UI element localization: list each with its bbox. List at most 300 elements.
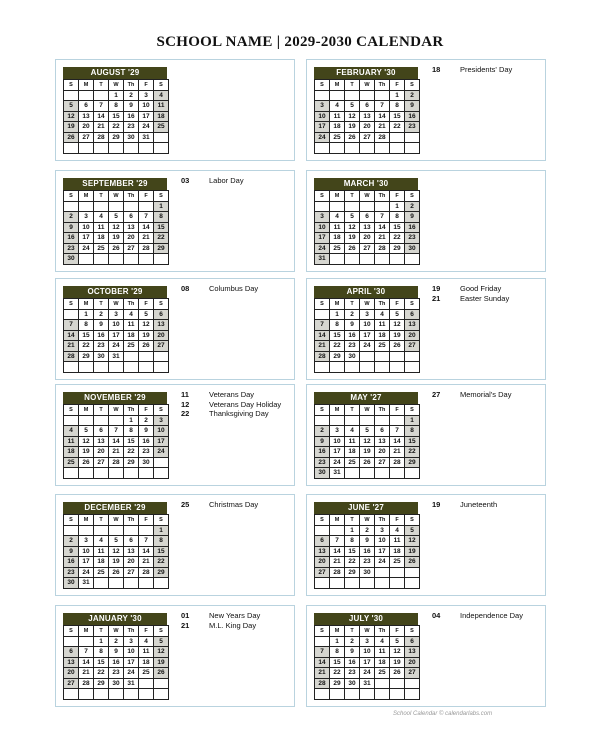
day-cell: 27 <box>79 133 94 144</box>
day-cell: 29 <box>154 568 169 579</box>
day-cell: 11 <box>345 437 360 448</box>
day-cell: 20 <box>79 122 94 133</box>
empty-cell <box>345 143 360 154</box>
day-cell: 25 <box>390 557 405 568</box>
empty-cell <box>390 468 405 479</box>
day-cell: 13 <box>375 437 390 448</box>
day-cell: 1 <box>154 526 169 537</box>
empty-cell <box>124 689 139 700</box>
weekday-header: S <box>154 515 169 526</box>
empty-cell <box>315 310 330 321</box>
day-cell: 12 <box>345 112 360 123</box>
empty-cell <box>124 362 139 373</box>
month-panel <box>55 278 295 380</box>
day-cell: 17 <box>315 122 330 133</box>
empty-cell <box>405 352 420 363</box>
day-cell: 13 <box>360 223 375 234</box>
day-cell: 26 <box>64 133 79 144</box>
day-cell: 24 <box>375 557 390 568</box>
empty-cell <box>64 202 79 213</box>
day-cell: 1 <box>79 310 94 321</box>
day-cell: 15 <box>390 112 405 123</box>
day-cell: 7 <box>94 101 109 112</box>
empty-cell <box>375 91 390 102</box>
day-cell: 20 <box>64 668 79 679</box>
month-panel <box>55 384 295 486</box>
day-cell: 8 <box>330 647 345 658</box>
day-cell: 13 <box>124 223 139 234</box>
empty-cell <box>390 143 405 154</box>
day-cell: 22 <box>330 668 345 679</box>
day-cell: 16 <box>109 658 124 669</box>
month-title: MARCH '30 <box>314 178 418 190</box>
month-grid <box>314 190 420 265</box>
day-cell: 27 <box>124 568 139 579</box>
weekday-header: S <box>64 191 79 202</box>
day-cell: 14 <box>109 437 124 448</box>
empty-cell <box>124 468 139 479</box>
month-panel <box>55 170 295 272</box>
day-cell: 11 <box>330 112 345 123</box>
empty-cell <box>360 91 375 102</box>
day-cell: 31 <box>360 679 375 690</box>
day-cell: 15 <box>154 547 169 558</box>
empty-cell <box>405 578 420 589</box>
day-cell: 6 <box>375 426 390 437</box>
day-cell: 11 <box>330 223 345 234</box>
day-cell: 14 <box>390 437 405 448</box>
day-cell: 16 <box>405 223 420 234</box>
day-cell: 30 <box>345 679 360 690</box>
empty-cell <box>109 526 124 537</box>
day-cell: 13 <box>124 547 139 558</box>
day-cell: 18 <box>375 331 390 342</box>
weekday-header: S <box>64 515 79 526</box>
day-cell: 25 <box>330 244 345 255</box>
day-cell: 23 <box>360 557 375 568</box>
day-cell: 2 <box>315 426 330 437</box>
event-date: 01 <box>181 611 190 620</box>
day-cell: 23 <box>315 458 330 469</box>
day-cell: 28 <box>94 133 109 144</box>
day-cell: 2 <box>109 637 124 648</box>
day-cell: 7 <box>64 320 79 331</box>
day-cell: 27 <box>360 133 375 144</box>
month-title: OCTOBER '29 <box>63 286 167 298</box>
mini-calendar <box>314 178 420 265</box>
mini-calendar <box>314 392 420 479</box>
empty-cell <box>360 416 375 427</box>
empty-cell <box>64 310 79 321</box>
day-cell: 28 <box>375 133 390 144</box>
weekday-header: T <box>345 626 360 637</box>
day-cell: 28 <box>315 352 330 363</box>
day-cell: 14 <box>79 658 94 669</box>
day-cell: 2 <box>360 526 375 537</box>
day-cell: 17 <box>79 233 94 244</box>
day-cell: 15 <box>330 331 345 342</box>
day-cell: 24 <box>79 568 94 579</box>
day-cell: 2 <box>405 91 420 102</box>
empty-cell <box>94 143 109 154</box>
day-cell: 6 <box>64 647 79 658</box>
event-date: 27 <box>432 390 441 399</box>
day-cell: 15 <box>330 658 345 669</box>
day-cell: 29 <box>390 244 405 255</box>
empty-cell <box>330 143 345 154</box>
day-cell: 4 <box>124 310 139 321</box>
day-cell: 26 <box>79 458 94 469</box>
weekday-header: M <box>330 299 345 310</box>
empty-cell <box>390 578 405 589</box>
event-date: 12 <box>181 399 190 409</box>
weekday-header: T <box>345 191 360 202</box>
day-cell: 19 <box>345 122 360 133</box>
day-cell: 15 <box>109 112 124 123</box>
weekday-header: S <box>405 626 420 637</box>
event-date: 04 <box>432 611 441 620</box>
footer-credit: School Calendar © calendarlabs.com <box>393 711 493 717</box>
day-cell: 25 <box>154 122 169 133</box>
event-item <box>179 621 291 631</box>
page-title: SCHOOL NAME | 2029-2030 CALENDAR <box>156 34 444 50</box>
day-cell: 30 <box>94 352 109 363</box>
event-name: New Years Day <box>209 611 261 620</box>
month-panel <box>306 278 546 380</box>
day-cell: 3 <box>315 101 330 112</box>
day-cell: 10 <box>79 547 94 558</box>
empty-cell <box>109 578 124 589</box>
day-cell: 4 <box>94 212 109 223</box>
day-cell: 22 <box>109 122 124 133</box>
day-cell: 11 <box>64 437 79 448</box>
weekday-header: Th <box>124 405 139 416</box>
day-cell: 14 <box>94 112 109 123</box>
empty-cell <box>139 578 154 589</box>
day-cell: 13 <box>154 320 169 331</box>
day-cell: 15 <box>345 547 360 558</box>
day-cell: 8 <box>405 426 420 437</box>
weekday-header: W <box>360 299 375 310</box>
day-cell: 29 <box>330 352 345 363</box>
empty-cell <box>390 416 405 427</box>
empty-cell <box>79 202 94 213</box>
day-cell: 13 <box>405 320 420 331</box>
day-cell: 20 <box>375 447 390 458</box>
day-cell: 22 <box>154 233 169 244</box>
empty-cell <box>64 468 79 479</box>
day-cell: 12 <box>390 647 405 658</box>
weekday-header: M <box>330 405 345 416</box>
weekday-header: T <box>94 299 109 310</box>
empty-cell <box>360 352 375 363</box>
day-cell: 21 <box>315 668 330 679</box>
day-cell: 25 <box>375 668 390 679</box>
empty-cell <box>405 133 420 144</box>
empty-cell <box>360 689 375 700</box>
day-cell: 21 <box>139 557 154 568</box>
event-name: Thanksgiving Day <box>209 409 269 418</box>
day-cell: 5 <box>345 101 360 112</box>
day-cell: 8 <box>154 212 169 223</box>
day-cell: 4 <box>94 536 109 547</box>
day-cell: 24 <box>109 341 124 352</box>
day-cell: 20 <box>360 233 375 244</box>
empty-cell <box>64 526 79 537</box>
day-cell: 3 <box>330 426 345 437</box>
day-cell: 7 <box>375 212 390 223</box>
day-cell: 24 <box>315 133 330 144</box>
day-cell: 4 <box>330 101 345 112</box>
day-cell: 23 <box>405 122 420 133</box>
day-cell: 28 <box>109 458 124 469</box>
empty-cell <box>405 143 420 154</box>
day-cell: 15 <box>79 331 94 342</box>
weekday-header: Th <box>375 515 390 526</box>
day-cell: 11 <box>124 320 139 331</box>
day-cell: 5 <box>109 212 124 223</box>
day-cell: 1 <box>390 91 405 102</box>
day-cell: 17 <box>154 437 169 448</box>
empty-cell <box>405 568 420 579</box>
day-cell: 24 <box>139 122 154 133</box>
day-cell: 17 <box>139 112 154 123</box>
month-grid <box>63 298 169 373</box>
day-cell: 18 <box>330 233 345 244</box>
empty-cell <box>109 689 124 700</box>
day-cell: 17 <box>124 658 139 669</box>
day-cell: 22 <box>154 557 169 568</box>
day-cell: 21 <box>94 122 109 133</box>
event-name: Veterans Day <box>209 390 255 399</box>
weekday-header: M <box>79 515 94 526</box>
day-cell: 7 <box>315 320 330 331</box>
day-cell: 2 <box>345 637 360 648</box>
day-cell: 27 <box>360 244 375 255</box>
mini-calendar <box>63 286 169 373</box>
day-cell: 18 <box>124 331 139 342</box>
event-date: 22 <box>181 409 190 418</box>
empty-cell <box>390 689 405 700</box>
day-cell: 1 <box>94 637 109 648</box>
events-list <box>430 390 542 400</box>
event-item <box>430 284 542 294</box>
day-cell: 16 <box>124 112 139 123</box>
day-cell: 28 <box>375 244 390 255</box>
empty-cell <box>330 362 345 373</box>
day-cell: 8 <box>330 320 345 331</box>
empty-cell <box>330 578 345 589</box>
mini-calendar <box>63 178 169 265</box>
day-cell: 16 <box>345 331 360 342</box>
month-grid <box>63 190 169 265</box>
day-cell: 26 <box>390 341 405 352</box>
empty-cell <box>375 679 390 690</box>
day-cell: 5 <box>345 212 360 223</box>
day-cell: 14 <box>375 223 390 234</box>
day-cell: 30 <box>124 133 139 144</box>
day-cell: 23 <box>345 668 360 679</box>
day-cell: 16 <box>345 658 360 669</box>
month-title: JULY '30 <box>314 613 418 625</box>
day-cell: 11 <box>375 647 390 658</box>
mini-calendar <box>314 67 420 154</box>
day-cell: 6 <box>94 426 109 437</box>
day-cell: 26 <box>109 568 124 579</box>
day-cell: 3 <box>124 637 139 648</box>
month-title: AUGUST '29 <box>63 67 167 79</box>
day-cell: 20 <box>405 658 420 669</box>
day-cell: 16 <box>315 447 330 458</box>
day-cell: 2 <box>124 91 139 102</box>
empty-cell <box>79 254 94 265</box>
weekday-header: S <box>154 191 169 202</box>
month-panel <box>55 494 295 596</box>
event-date: 03 <box>181 176 190 185</box>
month-grid <box>63 514 169 589</box>
empty-cell <box>64 416 79 427</box>
empty-cell <box>315 143 330 154</box>
empty-cell <box>79 468 94 479</box>
empty-cell <box>390 254 405 265</box>
day-cell: 21 <box>109 447 124 458</box>
month-title: JANUARY '30 <box>63 613 167 625</box>
weekday-header: W <box>360 405 375 416</box>
day-cell: 1 <box>124 416 139 427</box>
weekday-header: Th <box>375 626 390 637</box>
day-cell: 7 <box>330 536 345 547</box>
day-cell: 28 <box>139 568 154 579</box>
day-cell: 2 <box>94 310 109 321</box>
empty-cell <box>64 637 79 648</box>
empty-cell <box>79 91 94 102</box>
day-cell: 24 <box>360 668 375 679</box>
empty-cell <box>330 91 345 102</box>
weekday-header: W <box>109 405 124 416</box>
day-cell: 6 <box>315 536 330 547</box>
day-cell: 7 <box>139 536 154 547</box>
day-cell: 21 <box>79 668 94 679</box>
empty-cell <box>345 254 360 265</box>
day-cell: 31 <box>330 468 345 479</box>
day-cell: 23 <box>139 447 154 458</box>
empty-cell <box>64 143 79 154</box>
day-cell: 29 <box>109 133 124 144</box>
day-cell: 1 <box>405 416 420 427</box>
month-panel <box>306 170 546 272</box>
day-cell: 2 <box>345 310 360 321</box>
day-cell: 27 <box>405 668 420 679</box>
day-cell: 20 <box>124 557 139 568</box>
event-item <box>179 611 291 621</box>
day-cell: 10 <box>330 437 345 448</box>
weekday-header: F <box>139 515 154 526</box>
empty-cell <box>64 362 79 373</box>
day-cell: 12 <box>139 320 154 331</box>
day-cell: 9 <box>405 212 420 223</box>
day-cell: 13 <box>64 658 79 669</box>
day-cell: 18 <box>330 122 345 133</box>
day-cell: 24 <box>124 668 139 679</box>
day-cell: 24 <box>330 458 345 469</box>
empty-cell <box>109 416 124 427</box>
event-date: 21 <box>181 620 190 630</box>
day-cell: 17 <box>109 331 124 342</box>
empty-cell <box>124 202 139 213</box>
weekday-header: S <box>154 299 169 310</box>
day-cell: 19 <box>109 233 124 244</box>
day-cell: 29 <box>330 679 345 690</box>
weekday-header: S <box>64 626 79 637</box>
day-cell: 28 <box>330 568 345 579</box>
day-cell: 19 <box>79 447 94 458</box>
day-cell: 28 <box>64 352 79 363</box>
empty-cell <box>375 254 390 265</box>
day-cell: 16 <box>94 331 109 342</box>
empty-cell <box>94 578 109 589</box>
day-cell: 10 <box>315 112 330 123</box>
weekday-header: W <box>360 80 375 91</box>
weekday-header: T <box>94 191 109 202</box>
day-cell: 9 <box>64 223 79 234</box>
event-date: 19 <box>432 500 441 509</box>
day-cell: 29 <box>154 244 169 255</box>
day-cell: 31 <box>315 254 330 265</box>
day-cell: 22 <box>390 233 405 244</box>
weekday-header: M <box>330 80 345 91</box>
events-list <box>179 390 291 419</box>
month-grid <box>63 79 169 154</box>
day-cell: 6 <box>79 101 94 112</box>
day-cell: 3 <box>139 91 154 102</box>
day-cell: 14 <box>315 658 330 669</box>
day-cell: 1 <box>154 202 169 213</box>
day-cell: 9 <box>64 547 79 558</box>
day-cell: 17 <box>330 447 345 458</box>
day-cell: 22 <box>405 447 420 458</box>
event-item <box>179 390 291 400</box>
month-grid <box>314 404 420 479</box>
empty-cell <box>330 689 345 700</box>
day-cell: 8 <box>94 647 109 658</box>
day-cell: 3 <box>360 310 375 321</box>
day-cell: 22 <box>124 447 139 458</box>
day-cell: 2 <box>64 212 79 223</box>
month-panel <box>306 494 546 596</box>
day-cell: 6 <box>405 310 420 321</box>
empty-cell <box>94 202 109 213</box>
day-cell: 12 <box>405 536 420 547</box>
empty-cell <box>375 578 390 589</box>
mini-calendar <box>314 613 420 700</box>
events-list <box>179 284 291 294</box>
event-date: 19 <box>432 284 441 293</box>
day-cell: 16 <box>139 437 154 448</box>
empty-cell <box>375 202 390 213</box>
event-date: 11 <box>181 390 189 399</box>
empty-cell <box>64 91 79 102</box>
month-title: FEBRUARY '30 <box>314 67 418 79</box>
weekday-header: S <box>154 405 169 416</box>
weekday-header: S <box>405 80 420 91</box>
empty-cell <box>154 143 169 154</box>
day-cell: 25 <box>94 244 109 255</box>
day-cell: 4 <box>375 310 390 321</box>
empty-cell <box>154 254 169 265</box>
empty-cell <box>375 143 390 154</box>
day-cell: 3 <box>375 526 390 537</box>
day-cell: 27 <box>315 568 330 579</box>
